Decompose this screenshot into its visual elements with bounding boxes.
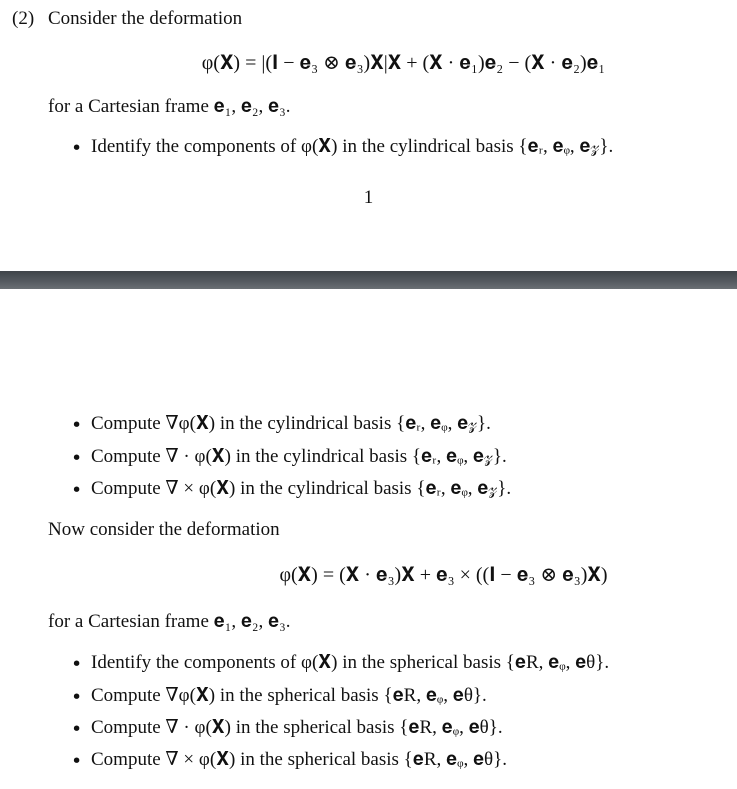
item-divergence-cylindrical: Compute ∇ · φ(𝐗) in the cylindrical basis {𝐞ᵣ, 𝐞ᵩ, 𝐞𝓏}. (91, 446, 507, 467)
item-divergence-spherical: Compute ∇ · φ(𝐗) in the spherical basis {𝐞R, 𝐞ᵩ, 𝐞θ}. (91, 717, 503, 738)
bullet-1-4: • (71, 479, 83, 501)
bullet-2-1: • (71, 653, 83, 675)
equation-1: φ(𝐗) = |(𝐈 − 𝐞₃ ⊗ 𝐞₃)𝐗|𝐗 + (𝐗 · 𝐞₁)𝐞₂ − (𝐗 · 𝐞₂)𝐞₁ (201, 52, 606, 74)
bullet-2-4: • (71, 750, 83, 772)
frame-text-2: for a Cartesian frame 𝐞₁, 𝐞₂, 𝐞₃. (48, 611, 291, 632)
bullet-2-2: • (71, 686, 83, 708)
item-identify-cylindrical: Identify the components of φ(𝐗) in the cylindrical basis {𝐞ᵣ, 𝐞ᵩ, 𝐞𝓏}. (91, 136, 614, 157)
bullet-1-1: • (71, 137, 83, 159)
problem-number: (2) (12, 8, 35, 29)
bullet-1-2: • (71, 414, 83, 436)
item-curl-spherical: Compute ∇ × φ(𝐗) in the spherical basis {𝐞R, 𝐞ᵩ, 𝐞θ}. (91, 749, 508, 770)
frame-text-1: for a Cartesian frame 𝐞₁, 𝐞₂, 𝐞₃. (48, 96, 291, 117)
item-identify-spherical: Identify the components of φ(𝐗) in the spherical basis {𝐞R, 𝐞ᵩ, 𝐞θ}. (91, 652, 610, 673)
problem-intro: Consider the deformation (48, 8, 243, 29)
item-curl-cylindrical: Compute ∇ × φ(𝐗) in the cylindrical basis {𝐞ᵣ, 𝐞ᵩ, 𝐞𝓏}. (91, 478, 512, 499)
bullet-2-3: • (71, 718, 83, 740)
intro-2: Now consider the deformation (48, 519, 280, 540)
page-divider (0, 271, 737, 289)
page-number: 1 (363, 187, 374, 208)
equation-2: φ(𝐗) = (𝐗 · 𝐞₃)𝐗 + 𝐞₃ × ((𝐈 − 𝐞₃ ⊗ 𝐞₃)𝐗) (279, 564, 608, 586)
item-gradient-cylindrical: Compute ∇φ(𝐗) in the cylindrical basis {𝐞ᵣ, 𝐞ᵩ, 𝐞𝓏}. (91, 413, 491, 434)
bullet-1-3: • (71, 447, 83, 469)
item-gradient-spherical: Compute ∇φ(𝐗) in the spherical basis {𝐞R, 𝐞ᵩ, 𝐞θ}. (91, 685, 487, 706)
